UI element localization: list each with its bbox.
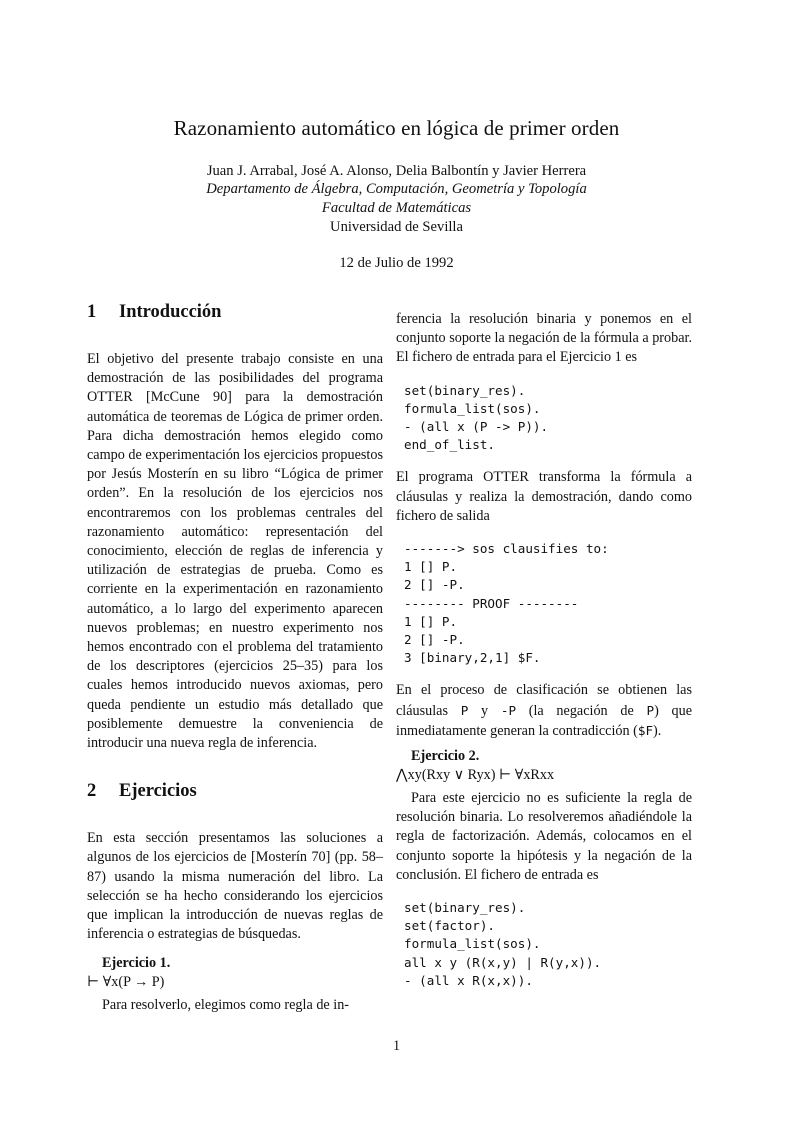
p3-text-d: ) que inmediatamente generan la contradicción ( — [396, 702, 692, 739]
page-number: 1 — [392, 1038, 401, 1054]
p3-code-negP: -P — [500, 702, 517, 718]
p3-code-P: P — [460, 702, 469, 718]
right-paragraph-4: Para este ejercicio no es suficiente la regla de resolución binaria. Lo resolveremos añadiéndole la regla de factorización. Además, colocamos en el conjunto soporte la hipótesis y la negación de la conclusión. El fichero de entrada es — [396, 790, 692, 883]
section-1-body: El objetivo del presente trabajo consiste en una demostración de las posibilidades del programa OTTER [McCune 90] para la demostración automática de teoremas de Lógica de primer orden. Para dicha demostración hemos elegido como campo de experimentación los ejercicios propuestos por Jesús Mosterín en su libro “Lógica de primer orden”. En la resolución de los ejercicios nos encontraremos con los problemas centrales del razonamiento automático: representación del conocimiento, elección de reglas de inferencia y utilización de estrategias de prueba. Como es corriente en la experimentación en razonamiento automático, a lo largo del experimento aparecen nuevos problemas; en nuestro experimento nos hemos encontrado con el problema del tratamiento de los descriptores (ejercicios 25–35) para los cuales hemos introducido nuevos axiomas, pero queda pendiente un estudio más detallado que posiblemente demuestre la conveniencia de introducir una nueva regla de inferencia. — [87, 351, 383, 752]
code-input-ex1: set(binary_res). formula_list(sos). - (all x (P -> P)). end_of_list. — [404, 382, 549, 453]
p3-text-b: y — [468, 702, 501, 719]
department: Departamento de Álgebra, Computación, Geometría y Topología — [206, 181, 587, 197]
faculty: Facultad de Matemáticas — [321, 200, 472, 216]
code-output-ex1: -------> sos clausifies to: 1 [] P. 2 [] -P. -------- PROOF -------- 1 [] P. 2 [] -P. 3 [binary,2,1] $F. — [404, 541, 609, 666]
section-1-heading — [87, 300, 383, 324]
exercise-2-formula: ⋀xy(Rxy ∨ Ryx) ⊢ ∀xRxx — [396, 767, 555, 784]
right-paragraph-3 — [396, 681, 692, 741]
exercise-1-text: Para resolverlo, elegimos como regla de in- — [102, 997, 350, 1014]
section-2-heading — [87, 779, 383, 803]
exercise-1-formula: ⊢ ∀x(P → P) — [87, 974, 165, 991]
p3-text-e: ). — [653, 722, 662, 739]
exercise-2-heading: Ejercicio 2. — [411, 748, 480, 765]
p3-text-c: (la negación de — [516, 702, 647, 719]
section-1-number: 1 — [87, 302, 97, 322]
section-2-body: En esta sección presentamos las soluciones a algunos de los ejercicios de [Mosterín 70] (pp. 58–87) usando la misma numeración del libro. La selección se ha hecho considerando los ejercicios que implican la introducción de nuevas reglas de inferencia o estrategias de búsquedas. — [87, 830, 383, 943]
p3-code-P2: P — [646, 702, 655, 718]
code-input-ex2: set(binary_res). set(factor). formula_list(sos). all x y (R(x,y) | R(y,x)). - (all x R(x,x)). — [404, 900, 602, 988]
paper-title: Razonamiento automático en lógica de primer orden — [173, 116, 620, 140]
date: 12 de Julio de 1992 — [339, 255, 454, 271]
university: Universidad de Sevilla — [330, 219, 463, 235]
right-column — [396, 310, 692, 1004]
right-paragraph-2: El programa OTTER transforma la fórmula a cláusulas y realiza la demostración, dando como fichero de salida — [396, 469, 692, 524]
section-1-title: Introducción — [119, 302, 222, 322]
p3-text-a: En el proceso de clasificación se obtienen las cláusulas — [396, 682, 692, 719]
exercise-1-heading: Ejercicio 1. — [102, 955, 171, 972]
section-2-number: 2 — [87, 781, 97, 802]
right-paragraph-1: ferencia la resolución binaria y ponemos en el conjunto soporte la negación de la fórmula a probar. El fichero de entrada para el Ejercicio 1 es — [396, 311, 692, 366]
section-2-title: Ejercicios — [119, 781, 197, 802]
p3-code-F: $F — [637, 722, 654, 738]
left-column — [87, 300, 383, 1016]
authors: Juan J. Arrabal, José A. Alonso, Delia Balbontín y Javier Herrera — [206, 163, 587, 179]
